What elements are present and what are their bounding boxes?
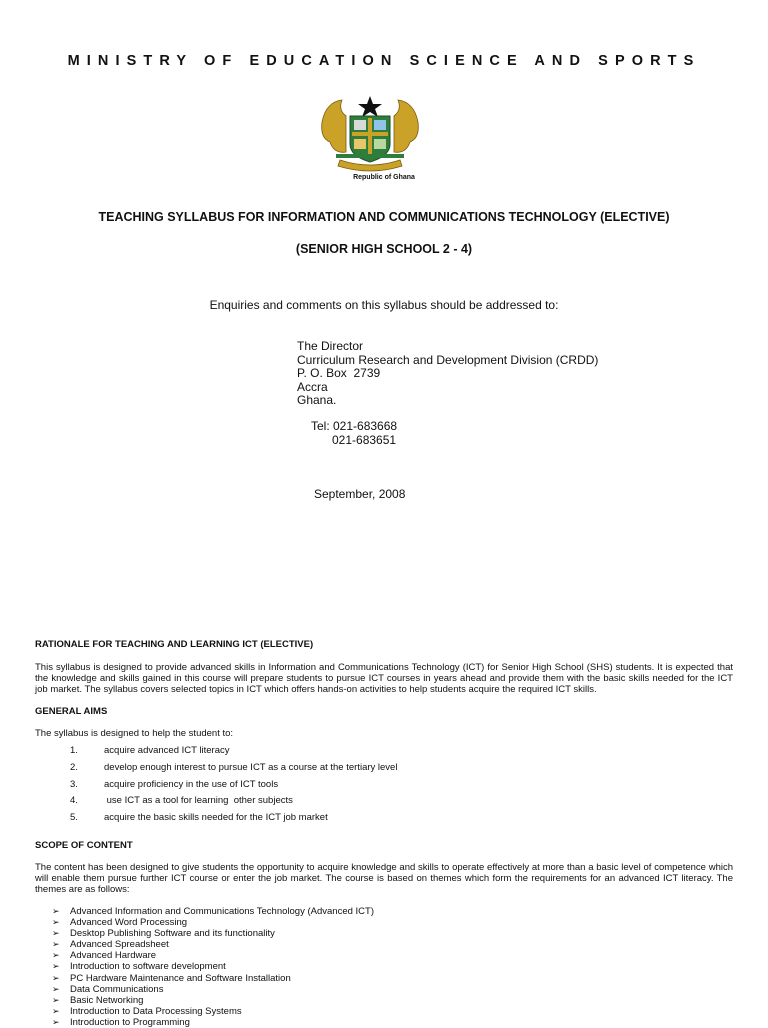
arrow-bullet-icon: ➢	[52, 983, 60, 994]
syllabus-subtitle: (SENIOR HIGH SCHOOL 2 - 4)	[295, 242, 473, 256]
list-item	[52, 950, 374, 961]
arrow-bullet-icon: ➢	[52, 906, 60, 916]
arrow-bullet-icon: ➢	[52, 928, 60, 939]
list-item	[52, 995, 374, 1006]
theme-label: Advanced Information and Communications Technology (Advanced ICT)	[70, 906, 374, 917]
theme-label: Advanced Hardware	[70, 950, 157, 962]
list-item	[52, 928, 374, 939]
aim-number: 2.	[70, 762, 78, 773]
crest-caption: Republic of Ghana	[353, 174, 415, 181]
arrow-bullet-icon: ➢	[52, 961, 60, 972]
arrow-bullet-icon: ➢	[52, 1005, 60, 1016]
scope-heading: SCOPE OF CONTENT	[35, 840, 133, 851]
telephone-secondary: 021-683651	[332, 432, 397, 447]
arrow-bullet-icon: ➢	[52, 950, 60, 961]
aim-text: acquire advanced ICT literacy	[104, 745, 230, 756]
scope-text: The content has been designed to give students the opportunity to acquire knowledge and skills to operate effectively at more than a basic level of competence which will enable them pursue further ICT course or enter the job market. The course is based on themes which form the requirements for an advanced ICT literacy. The themes are as follows:	[35, 862, 733, 895]
aim-text: acquire the basic skills needed for the ICT job market	[104, 812, 328, 823]
theme-label: Basic Networking	[70, 994, 144, 1006]
aim-item	[70, 745, 230, 756]
theme-label: Advanced Word Processing	[70, 917, 188, 929]
list-item	[52, 1017, 374, 1028]
general-aims-heading: GENERAL AIMS	[35, 706, 108, 717]
theme-label: PC Hardware Maintenance and Software Installation	[70, 972, 291, 984]
syllabus-title: TEACHING SYLLABUS FOR INFORMATION AND COMMUNICATIONS TECHNOLOGY (ELECTIVE)	[98, 210, 670, 224]
aim-number: 4.	[70, 795, 78, 806]
enquiry-text: Enquiries and comments on this syllabus should be addressed to:	[209, 298, 559, 312]
publication-date: September, 2008	[314, 487, 406, 501]
aim-text: develop enough interest to pursue ICT as a course at the tertiary level	[104, 762, 398, 773]
aim-number: 5.	[70, 812, 78, 823]
arrow-bullet-icon: ➢	[52, 939, 60, 950]
theme-label: Introduction to software development	[70, 961, 226, 973]
address-line: Accra	[297, 379, 328, 394]
aim-number: 1.	[70, 745, 78, 756]
address-block	[297, 340, 598, 408]
arrow-bullet-icon: ➢	[52, 972, 60, 983]
general-aims-intro: The syllabus is designed to help the student to:	[35, 728, 234, 739]
ghana-coat-of-arms-icon	[316, 92, 424, 174]
list-item	[52, 906, 374, 917]
telephone-primary: Tel: 021-683668	[311, 419, 398, 433]
theme-label: Advanced Spreadsheet	[70, 939, 169, 951]
arrow-bullet-icon: ➢	[52, 1016, 60, 1027]
list-item	[52, 939, 374, 950]
list-item	[52, 984, 374, 995]
address-line: Ghana.	[297, 393, 337, 407]
list-item	[52, 973, 374, 984]
list-item	[52, 961, 374, 972]
aim-item	[70, 762, 397, 773]
theme-label: Introduction to Data Processing Systems	[70, 1005, 242, 1017]
aim-number: 3.	[70, 779, 78, 790]
theme-label: Desktop Publishing Software and its functionality	[70, 928, 275, 940]
aim-item	[70, 795, 293, 806]
arrow-bullet-icon: ➢	[52, 917, 60, 928]
address-line: P. O. Box 2739	[297, 366, 381, 380]
aim-item	[70, 779, 278, 790]
theme-label: Data Communications	[70, 983, 164, 995]
aim-text: use ICT as a tool for learning other subjects	[104, 795, 293, 806]
rationale-text: This syllabus is designed to provide advanced skills in Information and Communications Technology (ICT) for Senior High School (SHS) students. It is expected that the knowledge and skills gained in this course will prepare students to pursue ICT courses in years ahead and provide them with the basic skills needed for the ICT job market. The syllabus covers selected topics in ICT which offers hands-on activities to help students acquire the required ICT skills.	[35, 662, 733, 695]
address-line: Curriculum Research and Development Division (CRDD)	[297, 352, 599, 367]
telephone-block	[311, 420, 397, 447]
address-line: The Director	[297, 339, 364, 353]
aim-text: acquire proficiency in the use of ICT tools	[104, 779, 279, 790]
ministry-heading: MINISTRY OF EDUCATION SCIENCE AND SPORTS	[67, 53, 701, 69]
rationale-heading: RATIONALE FOR TEACHING AND LEARNING ICT (ELECTIVE)	[35, 639, 314, 650]
list-item	[52, 917, 374, 928]
aim-item	[70, 812, 328, 823]
themes-list	[52, 906, 374, 1028]
arrow-bullet-icon: ➢	[52, 994, 60, 1005]
theme-label: Introduction to Programming	[70, 1016, 190, 1028]
list-item	[52, 1006, 374, 1017]
